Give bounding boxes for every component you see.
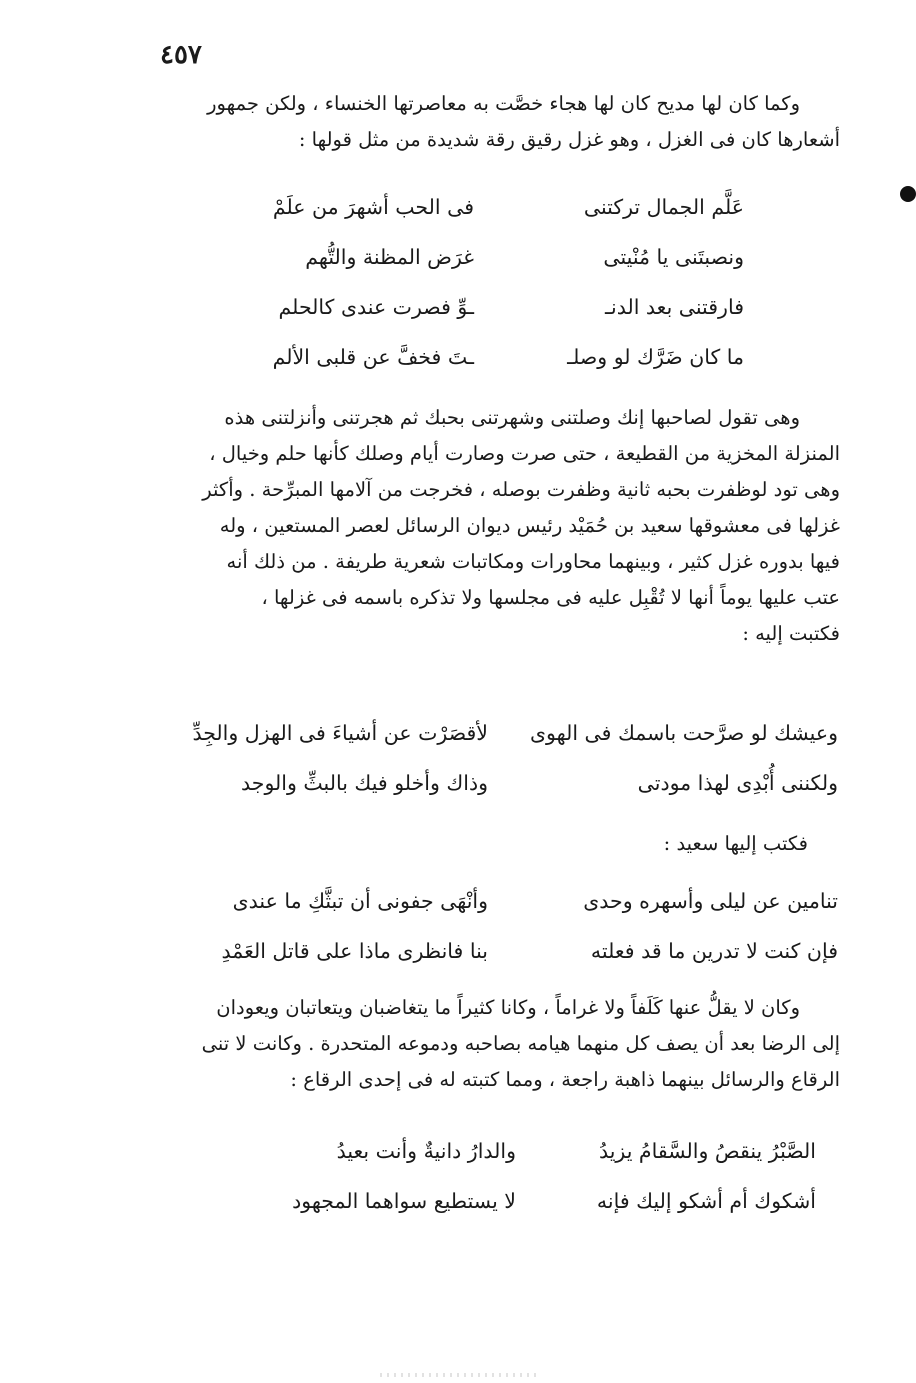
paragraph-line: أشعارها كان فى الغزل ، وهو غزل رقيق رقة شديدة من مثل قولها : xyxy=(298,128,840,151)
verse-first-hemistich: عَلَّم الجمال تركتنى xyxy=(583,195,744,219)
verse-first-hemistich: ما كان ضَرَّك لو وصلـ xyxy=(567,345,744,369)
verse-second-hemistich: ـوِّ فصرت عندى كالحلم xyxy=(278,295,474,319)
paragraph-line: إلى الرضا بعد أن يصف كل منهما هيامه بصاحبه ودموعه المتحدرة . وكانت لا تنى xyxy=(201,1032,840,1055)
verse-second-hemistich: لأقصَرْت عن أشياءَ فى الهزل والجِدِّ xyxy=(192,721,488,745)
paragraph-line: وهى تقول لصاحبها إنك وصلتنى وشهرتنى بحبك ثم هجرتنى وأنزلتنى هذه xyxy=(224,406,800,429)
verse-first-hemistich: الصَّبْرُ ينقصُ والسَّقامُ يزيدُ xyxy=(598,1139,816,1163)
verse-line xyxy=(273,182,744,232)
verse-first-hemistich: أشكوك أم أشكو إليك فإنه xyxy=(596,1189,816,1213)
paragraph-line: فكتبت إليه : xyxy=(742,622,840,645)
verse-line xyxy=(273,282,744,332)
verse-line xyxy=(221,876,838,926)
paragraph-line: وهى تود لوظفرت بحبه ثانية وظفرت بوصله ، فخرجت من آلامها المبرِّحة . وأكثر xyxy=(202,478,840,501)
paragraph-line: وكان لا يقلُّ عنها كَلَفاً ولا غراماً ، وكانا كثيراً ما يتغاضبان ويتعاتبان ويعودان xyxy=(216,996,800,1019)
paragraph-line: وكما كان لها مديح كان لها هجاء خصَّت به معاصرتها الخنساء ، ولكن جمهور xyxy=(207,92,800,115)
verse-line xyxy=(221,926,838,976)
verse-first-hemistich: ولكننى أُبْدِى لهذا مودتى xyxy=(637,771,838,795)
verse-second-hemistich: والدارُ دانيةٌ وأنت بعيدُ xyxy=(336,1139,516,1163)
verse-second-hemistich: ـتَ فخفَّ عن قلبى الألم xyxy=(272,345,474,369)
scan-speckle-mark xyxy=(380,1373,540,1377)
paragraph-2 xyxy=(160,400,840,652)
scan-dot-mark xyxy=(900,186,916,202)
verse-second-hemistich: فى الحب أشهرَ من علَمْ xyxy=(272,195,474,219)
paragraph-line: غزلها فى معشوقها سعيد بن حُمَيْد رئيس ديوان الرسائل لعصر المستعين ، وله xyxy=(219,514,840,537)
poem-3 xyxy=(221,876,838,976)
verse-second-hemistich: لا يستطيع سواهما المجهود xyxy=(292,1189,516,1213)
poem-4 xyxy=(292,1126,816,1226)
page-number: ٤٥٧ xyxy=(160,40,202,70)
verse-line xyxy=(273,232,744,282)
paragraph-line: عتب عليها يوماً أنها لا تُقْبِل عليه فى مجلسها ولا تذكره باسمه فى غزلها ، xyxy=(261,586,840,609)
verse-line xyxy=(192,708,838,758)
verse-second-hemistich: وأنْهَى جفونى أن تبثَّكِ ما عندى xyxy=(232,889,488,913)
poem-1 xyxy=(273,182,744,382)
verse-line xyxy=(192,758,838,808)
verse-second-hemistich: بنا فانظرى ماذا على قاتل العَمْدِ xyxy=(221,939,488,963)
poem-2 xyxy=(192,708,838,808)
verse-first-hemistich: تنامين عن ليلى وأسهره وحدى xyxy=(583,889,838,913)
paragraph-line: الرقاع والرسائل بينهما ذاهبة راجعة ، ومما كتبته له فى إحدى الرقاع : xyxy=(290,1068,840,1091)
paragraph-3 xyxy=(160,990,840,1098)
verse-line xyxy=(292,1126,816,1176)
verse-second-hemistich: وذاك وأخلو فيك بالبثِّ والوجد xyxy=(241,771,488,795)
verse-first-hemistich: ونصبتَنى يا مُنْيتى xyxy=(603,245,744,269)
verse-first-hemistich: فارقتنى بعد الدنـ xyxy=(604,295,744,319)
verse-line xyxy=(292,1176,816,1226)
verse-first-hemistich: وعيشك لو صرَّحت باسمك فى الهوى xyxy=(530,721,838,745)
verse-second-hemistich: غرَض المظنة والتُّهم xyxy=(305,245,474,269)
poem-3-intro: فكتب إليها سعيد : xyxy=(663,832,808,855)
verse-line xyxy=(273,332,744,382)
paragraph-line: فيها بدوره غزل كثير ، وبينهما محاورات ومكاتبات شعرية طريفة . من ذلك أنه xyxy=(226,550,840,573)
paragraph-1 xyxy=(160,86,840,158)
verse-first-hemistich: فإن كنت لا تدرين ما قد فعلته xyxy=(590,939,838,963)
paragraph-line: المنزلة المخزية من القطيعة ، حتى صرت وصارت أيام وصلك كأنها حلم وخيال ، xyxy=(209,442,840,465)
